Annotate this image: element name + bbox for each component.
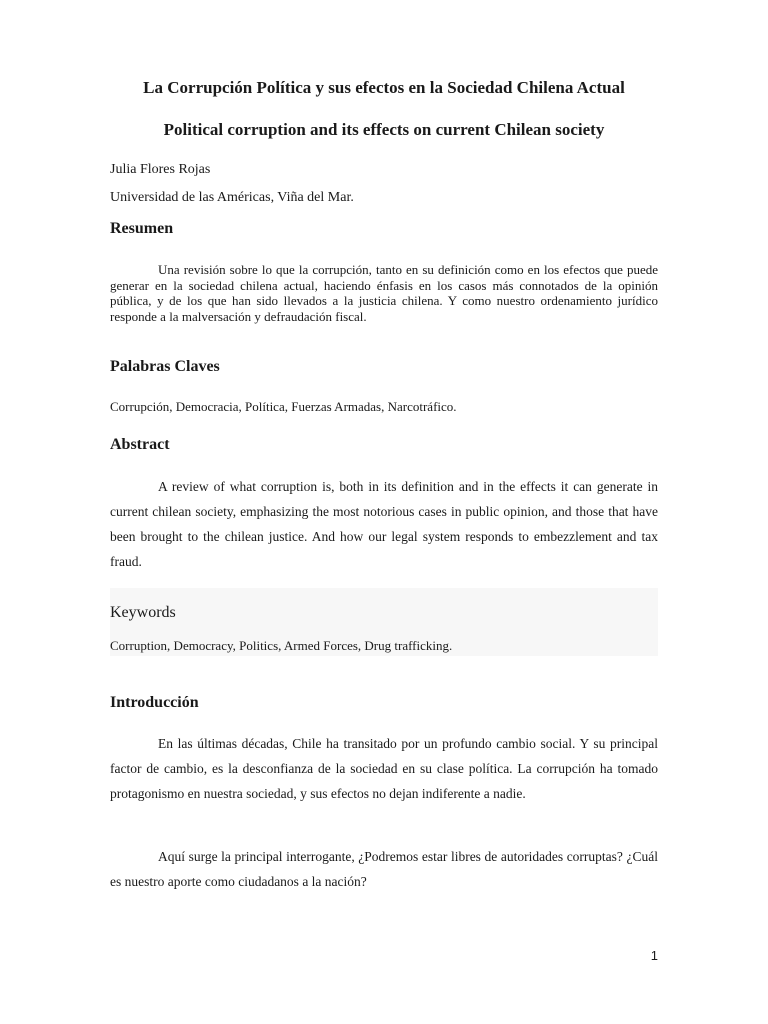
resumen-text: Una revisión sobre lo que la corrupción, tanto en su definición como en los efectos que puede generar en la sociedad chilena actual, haciendo énfasis en los casos más connotados de la opinión pública, y de los que han sido llevados a la justicia chilena. Y como nuestro ordenamiento jurídico responde a la malversación y defraudación fiscal. xyxy=(110,262,658,324)
title-english: Political corruption and its effects on current Chilean society xyxy=(163,120,605,139)
introduccion-paragraph-1: En las últimas décadas, Chile ha transitado por un profundo cambio social. Y su principal factor de cambio, es la desconfianza de la sociedad en su clase política. La corrupción ha tomado protagonismo en nuestra sociedad, y sus efectos no dejan indiferente a nadie. xyxy=(110,736,658,801)
introduccion-paragraph-2: Aquí surge la principal interrogante, ¿Podremos estar libres de autoridades corruptas? ¿Cuál es nuestro aporte como ciudadanos a la nación? xyxy=(110,849,658,889)
author-affiliation: Universidad de las Américas, Viña del Mar. xyxy=(110,190,354,205)
page-number: 1 xyxy=(650,948,658,963)
keywords-section xyxy=(110,588,658,656)
abstract-text: A review of what corruption is, both in its definition and in the effects it can generate in current chilean society, emphasizing the most notorious cases in public opinion, and those that have been brought to the chilean justice. And how our legal system responds to embezzlement and tax fraud. xyxy=(110,479,658,569)
palabras-claves-text: Corrupción, Democracia, Política, Fuerzas Armadas, Narcotráfico. xyxy=(110,399,457,414)
heading-palabras-claves: Palabras Claves xyxy=(110,358,220,375)
heading-resumen: Resumen xyxy=(110,220,174,237)
heading-introduccion: Introducción xyxy=(110,694,199,711)
heading-keywords: Keywords xyxy=(110,604,176,621)
title-spanish: La Corrupción Política y sus efectos en la Sociedad Chilena Actual xyxy=(143,78,625,97)
author-name: Julia Flores Rojas xyxy=(110,162,211,177)
keywords-text: Corruption, Democracy, Politics, Armed Forces, Drug trafficking. xyxy=(110,638,453,653)
heading-abstract: Abstract xyxy=(110,436,170,453)
